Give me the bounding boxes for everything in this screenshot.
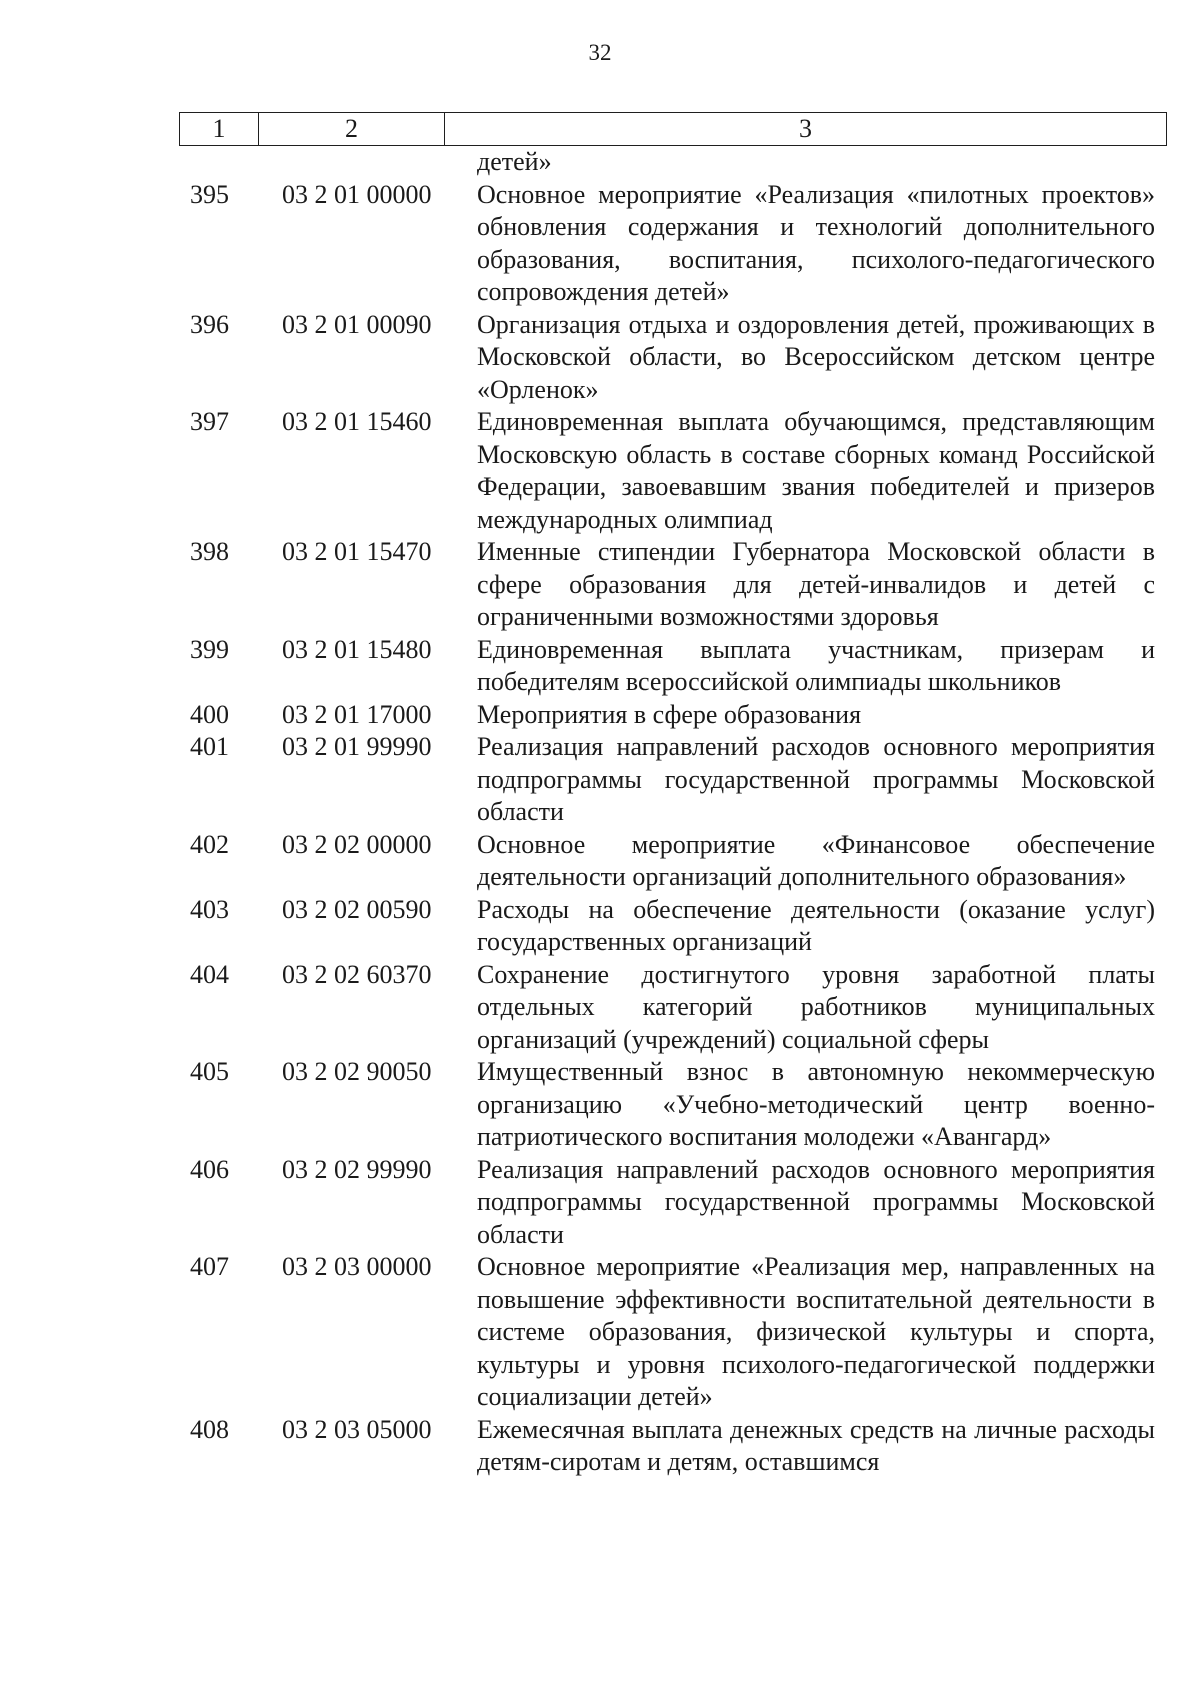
row-number: 404 [190, 959, 229, 989]
row-description: Именные стипендии Губернатора Московской области в сфере образования для детей-инвалидов и детей с ограниченными возможностями здоровья [477, 537, 1155, 631]
table-row [0, 179, 1200, 309]
column-header-1: 1 [180, 113, 259, 146]
row-code: 03 2 01 15480 [282, 634, 432, 664]
row-code: 03 2 01 00000 [282, 179, 432, 209]
row-code: 03 2 01 00090 [282, 309, 432, 339]
row-code: 03 2 03 05000 [282, 1414, 432, 1444]
row-description: Организация отдыха и оздоровления детей, проживающих в Московской области, во Всероссийском детском центре «Орленок» [477, 309, 1155, 404]
row-description: Основное мероприятие «Финансовое обеспечение деятельности организаций дополнительного образования» [477, 829, 1155, 891]
row-description: Сохранение достигнутого уровня заработной платы отдельных категорий работников муниципальных организаций (учреждений) социальной сферы [477, 959, 1155, 1054]
row-number: 401 [190, 732, 229, 761]
row-code: 03 2 01 17000 [282, 699, 432, 729]
table-row [0, 959, 1200, 1057]
table-row [0, 536, 1200, 634]
row-number: 398 [190, 537, 229, 566]
page-number: 32 [588, 40, 612, 65]
table-row [0, 1056, 1200, 1154]
row-code: 03 2 02 00000 [282, 829, 432, 859]
row-code: 03 2 02 00590 [282, 894, 432, 924]
table-row [0, 699, 1200, 732]
row-number: 395 [190, 179, 229, 209]
column-header-2: 2 [259, 113, 445, 146]
row-number: 405 [190, 1057, 229, 1086]
row-number: 406 [190, 1154, 229, 1184]
table-header [179, 112, 1167, 146]
row-code: 03 2 01 15470 [282, 537, 432, 566]
row-number: 408 [190, 1414, 229, 1444]
table-row [0, 309, 1200, 407]
table-row [0, 1154, 1200, 1252]
row-number: 403 [190, 894, 229, 924]
column-header-3: 3 [445, 113, 1167, 146]
table-row [0, 731, 1200, 829]
row-number: 402 [190, 829, 229, 859]
table-row [0, 1251, 1200, 1414]
row-description: Мероприятия в сфере образования [477, 699, 862, 729]
row-list [0, 179, 1200, 1479]
row-code: 03 2 03 00000 [282, 1252, 432, 1281]
row-description: Основное мероприятие «Реализация «пилотных проектов» обновления содержания и технологий дополнительного образования, воспитания, психолого-педагогического сопровождения детей» [477, 179, 1155, 306]
row-description: Основное мероприятие «Реализация мер, направленных на повышение эффективности воспитательной деятельности в системе образования, физической культуры и спорта, культуры и уровня психолого-педагогической поддержки социализации детей» [477, 1252, 1155, 1411]
table-row [0, 1414, 1200, 1479]
row-description: Единовременная выплата участникам, призерам и победителям всероссийской олимпиады школьников [477, 634, 1155, 696]
row-code: 03 2 02 60370 [282, 959, 432, 989]
table-row [0, 894, 1200, 959]
row-code: 03 2 01 99990 [282, 732, 432, 761]
continuation-row [0, 146, 1200, 179]
row-number: 397 [190, 407, 229, 436]
table-row [0, 406, 1200, 536]
row-description: Единовременная выплата обучающимся, представляющим Московскую область в составе сборных команд Российской Федерации, завоевавшим звания победителей и призеров международных олимпиад [477, 407, 1155, 534]
table-row [0, 829, 1200, 894]
row-description: Расходы на обеспечение деятельности (оказание услуг) государственных организаций [477, 894, 1155, 956]
row-description: Ежемесячная выплата денежных средств на личные расходы детям-сиротам и детям, оставшимся [477, 1414, 1155, 1476]
table-row [0, 634, 1200, 699]
row-code: 03 2 02 99990 [282, 1154, 432, 1184]
row-number: 396 [190, 309, 229, 339]
row-description: Имущественный взнос в автономную некоммерческую организацию «Учебно-методический центр военно-патриотического воспитания молодежи «Авангард» [477, 1057, 1155, 1151]
row-code: 03 2 01 15460 [282, 407, 432, 436]
continuation-text: детей» [477, 147, 552, 176]
row-number: 407 [190, 1252, 229, 1281]
row-code: 03 2 02 90050 [282, 1057, 432, 1086]
row-number: 400 [190, 699, 229, 729]
row-description: Реализация направлений расходов основного мероприятия подпрограммы государственной программы Московской области [477, 732, 1155, 826]
row-description: Реализация направлений расходов основного мероприятия подпрограммы государственной программы Московской области [477, 1154, 1155, 1249]
table-body [0, 146, 1200, 1479]
row-number: 399 [190, 634, 229, 664]
